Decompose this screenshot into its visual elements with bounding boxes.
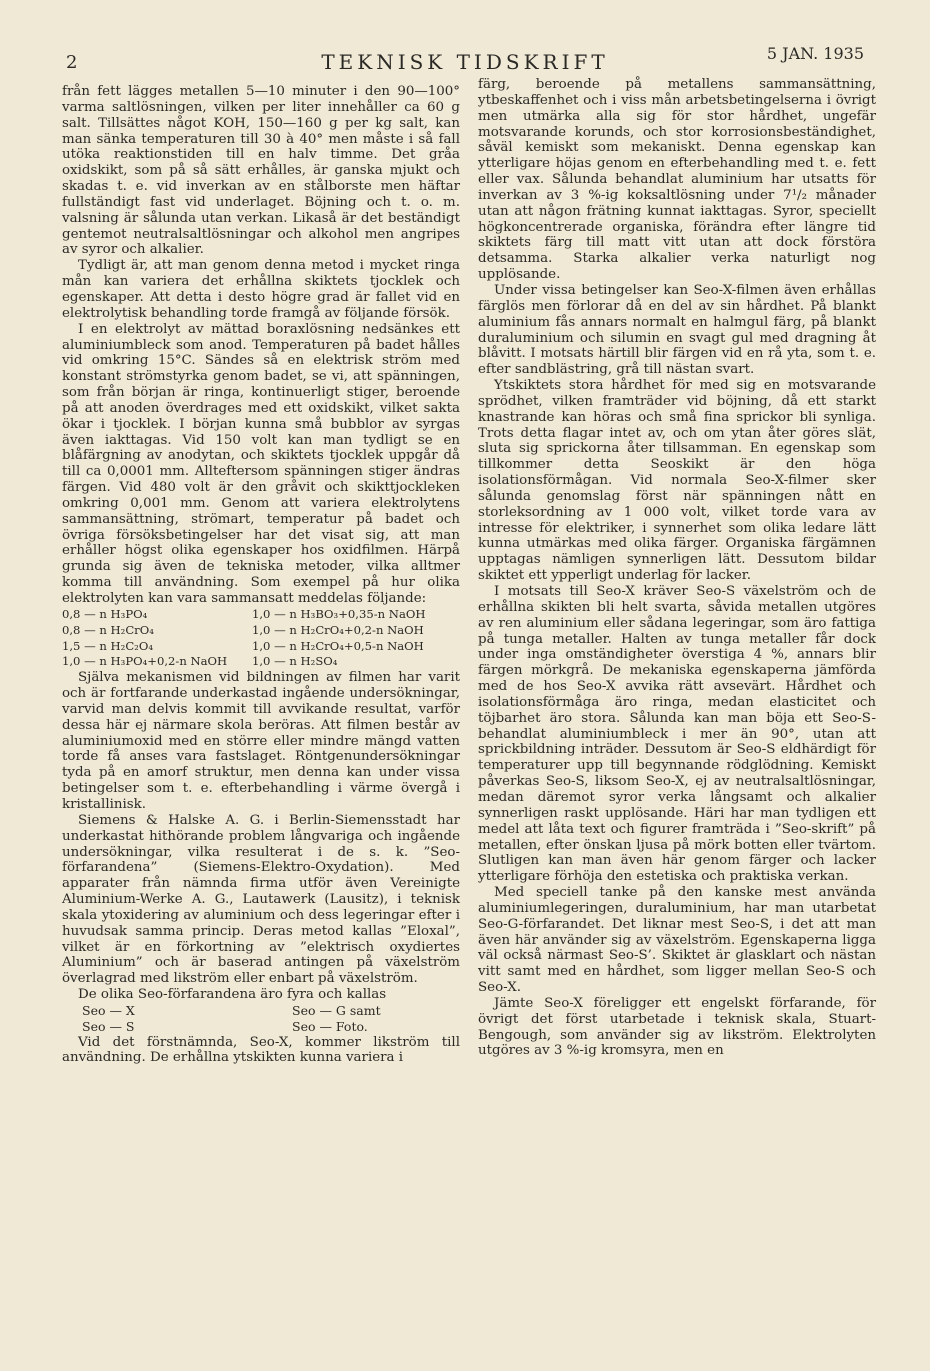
left-column: [62, 84, 460, 1066]
issue-date: 5 JAN. 1935: [766, 44, 864, 63]
electrolyte-formula: 0,8 — n H₂CrO₄: [62, 622, 154, 637]
paragraph: Siemens & Halske A. G. i Berlin-Siemensstadt har underkastat hithörande problem långvariga och ingående undersökningar, vilka resulterat i de s. k. ”Seo-förfarandena” (Siemens-Elektro-Oxydation). Med apparater från nämnda firma utför även Vereinigte Aluminium-Werke A. G., Lautawerk (Lausitz), i teknisk skala ytoxidering av aluminium och dess legeringar efter i huvudsak samma princip. Deras metod kallas ”Eloxal”, vilket är en förkortning av ”elektrisch oxydiertes Aluminium” och är baserad antingen på växelström överlagrad med likström eller enbart på växelström.: [62, 812, 460, 987]
electrolyte-formula: 1,5 — n H₂C₂O₄: [62, 638, 153, 653]
electrolyte-formula: 1,0 — n H₃PO₄+0,2-n NaOH: [62, 654, 228, 669]
electrolyte-formula: 1,0 — n H₂CrO₄+0,2-n NaOH: [252, 622, 424, 637]
paragraph: De olika Seo-förfarandena äro fyra och kallas: [78, 987, 387, 1003]
paragraph: Under vissa betingelser kan Seo-X-filmen även erhållas färglös men förlorar då en del av sin hårdhet. På blankt aluminium fås annars normalt en halmgul färg, på blankt duraluminium och silumin en svagt gul med dragning åt blåvitt. I motsats härtill blir färgen vid en rå yta, som t. e. efter sandblästring, grå till nästan svart.: [478, 282, 876, 378]
page-header: [0, 44, 930, 80]
electrolyte-formula: 1,0 — n H₂CrO₄+0,5-n NaOH: [252, 638, 424, 653]
page-number: 2: [66, 52, 78, 73]
seo-process: Seo — S: [82, 1018, 135, 1034]
paragraph: Vid det förstnämnda, Seo-X, kommer likström till användning. De erhållna ytskikten kunna variera i: [62, 1034, 460, 1066]
paragraph: Tydligt är, att man genom denna metod i mycket ringa mån kan variera det erhållna skiktets tjocklek och egenskaper. Att detta i desto högre grad är fallet vid en elektrolytisk behandling torde framgå av följande försök.: [62, 258, 460, 321]
paragraph: färg, beroende på metallens sammansättning, ytbeskaffenhet och i viss mån arbetsbetingelserna i övrigt men utmärka alla sig för stor hårdhet, ungefär motsvarande korunds, och stor korrosionsbeständighet, såväl kemiskt som mekaniskt. Denna egenskap kan ytterligare höjas genom en efterbehandling med t. e. fett eller vax. Sålunda behandlat aluminium har utsatts för inverkan av 3 %-ig koksaltlösning under 7¹/₂ månader utan att någon frätning kunnat iakttagas. Syror, speciellt högkoncentrerade organiska, förändra efter längre tid skiktets färg till matt vitt utan att dock förstöra detsamma. Starka alkalier verka naturligt nog upplösande.: [478, 77, 876, 283]
paragraph: I en elektrolyt av mättad boraxlösning nedsänkes ett aluminiumbleck som anod. Temperaturen på badet hålles vid omkring 15°C. Sändes så en elektrisk ström med konstant strömstyrka genom badet, se vi, att spänningen, som från början är ringa, kontinuerligt stiger, beroende på att anoden överdrages med ett oxidskikt, vilket sakta ökar i tjocklek. I början kunna små bubblor av syrgas även iakttagas. Vid 150 volt kan man tydligt se en blåfärgning av anodytan, och skiktets tjocklek uppgår då till ca 0,0001 mm. Allteftersom spänningen stiger ändras färgen. Vid 480 volt är den gråvit och skikttjockleken omkring 0,001 mm. Genom att variera elektrolytens sammansättning, strömart, temperatur på badet och övriga försöksbetingelser har det visat sig, att man erhåller högst olika egenskaper hos oxidfilmen. Härpå grunda sig även de tekniska metoder, vilka alltmer komma till användning. Som exempel på hur olika elektrolyten kan vara sammansatt meddelas följande:: [62, 321, 460, 606]
paragraph: Jämte Seo-X föreligger ett engelskt förfarande, för övrigt det först utarbetade i teknisk skala, Stuart-Bengough, som använder sig av likström. Elektrolyten utgöres av 3 %-ig kromsyra, men en: [478, 995, 876, 1059]
paragraph: I motsats till Seo-X kräver Seo-S växelström och de erhållna skikten bli helt svarta, såvida metallen utgöres av ren aluminium eller sådana legeringar, som äro fattiga på tunga metaller. Halten av tunga metaller får dock under inga omständigheter överstiga 4 %, annars blir färgen mörkgrå. De mekaniska egenskaperna jämförda med de hos Seo-X avvika rätt avsevärt. Hårdhet och isolationsförmåga äro ringa, medan elasticitet och töjbarhet äro stora. Sålunda kan man böja ett Seo-S-behandlat aluminiumbleck i mer än 90°, utan att sprickbildning inträder. Dessutom är Seo-S eldhärdigt för temperaturer upp till begynnande rödglödning. Kemiskt påverkas Seo-S, liksom Seo-X, ej av neutralsaltlösningar, medan däremot syror verka långsamt och alkalier synnerligen raskt upplösande. Häri har man tydligen ett medel att låta text och figurer framträda i ”Seo-skrift” på metallen, efter önskan ljusa på mörk botten eller tvärtom. Slutligen kan man även här genom färger och lacker ytterligare förhöja den estetiska och praktiska verkan.: [478, 584, 876, 885]
journal-title: TEKNISK TIDSKRIFT: [321, 50, 609, 74]
seo-process: Seo — X: [82, 1002, 135, 1018]
paragraph: från fett lägges metallen 5—10 minuter i den 90—100° varma saltlösningen, vilken per liter innehåller ca 60 g salt. Tillsättes något KOH, 150—160 g per kg salt, kan man sänka temperaturen till 30 à 40° men måste i så fall utöka reaktionstiden till en halv timme. Det gråa oxidskikt, som på så sätt erhålles, är ganska mjukt och skadas t. e. vid inverkan av en stålborste men häftar fullständigt fast vid underlaget. Böjning och t. o. m. valsning är sålunda utan verkan. Likaså är det beständigt gentemot neutralsaltlösningar och alkohol men angripes av syror och alkalier.: [62, 84, 460, 258]
paragraph: Med speciell tanke på den kanske mest använda aluminiumlegeringen, duraluminium, har man utarbetat Seo-G-förfarandet. Det liknar mest Seo-S, i det att man även här använder sig av växelström. Egenskaperna ligga väl också närmast Seo-S’. Skiktet är glasklart och nästan vitt samt med en hårdhet, som ligger mellan Seo-S och Seo-X.: [478, 885, 876, 996]
electrolyte-formula: 1,0 — n H₂SO₄: [252, 654, 338, 669]
seo-process: Seo — Foto.: [292, 1018, 368, 1034]
seo-process: Seo — G samt: [292, 1002, 381, 1018]
electrolyte-formula: 0,8 — n H₃PO₄: [62, 606, 148, 621]
paragraph: Ytskiktets stora hårdhet för med sig en motsvarande sprödhet, vilken framträder vid böjning, då ett starkt knastrande kan höras och små fina sprickor bli synliga. Trots detta flagar intet av, och om ytan åter göres slät, sluta sig sprickorna åter tillsamman. En egenskap som tillkommer detta Seoskikt är den höga isolationsförmågan. Vid normala Seo-X-filmer sker sålunda genomslag först när spänningen nått en storleksordning av 1 000 volt, vilket torde vara av intresse för elektriker, i synnerhet som olika ledare lätt kunna utmärkas med olika färger. Organiska färgämnen upptagas nämligen synnerligen lätt. Dessutom bildar skiktet ett ypperligt underlag för lacker.: [478, 378, 876, 584]
electrolyte-list: [62, 607, 460, 670]
electrolyte-formula: 1,0 — n H₃BO₃+0,35-n NaOH: [252, 606, 426, 621]
right-column: [478, 77, 876, 1059]
paragraph: Själva mekanismen vid bildningen av filmen har varit och är fortfarande underkastad ingående undersökningar, varvid man delvis kommit till avvikande resultat, varför dessa här ej närmare skola beröras. Att filmen består av aluminiumoxid med en större eller mindre mängd vatten torde få anses vara fastslaget. Röntgenundersökningar tyda på en amorf struktur, men denna kan under vissa betingelser som t. e. efterbehandling i värme övergå i kristallinisk.: [62, 670, 460, 812]
seo-process-list: [62, 1003, 460, 1035]
